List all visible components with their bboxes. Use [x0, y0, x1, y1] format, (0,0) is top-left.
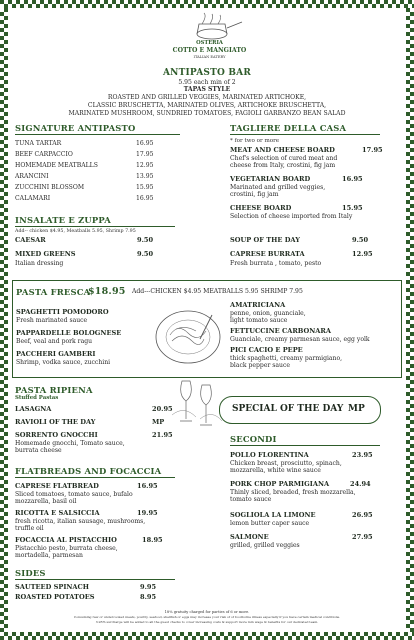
menu-item-price: 9.50	[352, 236, 369, 244]
menu-item-price: 21.95	[152, 431, 173, 439]
logo-line2: COTTO E MANGIATO	[172, 47, 247, 54]
menu-item-desc: lemon butter caper sauce	[230, 520, 310, 527]
menu-item-price: 23.95	[352, 451, 373, 459]
menu-item-price: 16.95	[136, 195, 154, 202]
menu-item-desc: light tomato sauce	[230, 317, 288, 324]
menu-item-price: 16.95	[137, 482, 158, 490]
menu-item-name: PAPPARDELLE BOLOGNESE	[16, 329, 122, 337]
section-divider	[15, 134, 180, 135]
logo-line3: ITALIAN EATERY	[193, 55, 226, 59]
menu-item-desc: Shrimp, vodka sauce, zucchini	[16, 359, 111, 366]
menu-item-name: FOCACCIA AL PISTACCHIO	[15, 536, 117, 544]
special-label: SPECIAL OF THE DAY	[232, 404, 344, 414]
menu-item-price: 19.95	[137, 509, 158, 517]
menu-item-desc: Marinated and grilled veggies,	[230, 184, 326, 191]
menu-item-price: 16.95	[136, 140, 154, 147]
footer-line: Consuming raw or undercooked meats, poultry, seafood, shellfish or eggs may increase your risk of of foodborne illness especially if you have certain medical conditions.	[73, 615, 341, 619]
menu-item-name: SPAGHETTI POMODORO	[16, 308, 109, 316]
insalate-addon: Add-- chicken $4.95, Meatballs 5.95, Shrimp 7.95	[15, 229, 136, 234]
menu-item-desc: penne, onion, guanciale,	[230, 310, 306, 317]
antipasto-bar-sub2: TAPAS STYLE	[183, 86, 231, 93]
menu-item-name: TUNA TARTAR	[15, 140, 62, 147]
menu-item-name: PICI CACIO E PEPE	[230, 346, 303, 354]
special-price: MP	[348, 404, 365, 414]
menu-item-desc: black pepper sauce	[230, 362, 290, 369]
menu-item-name: ARANCINI	[15, 173, 49, 180]
menu-item-price: 9.50	[137, 250, 154, 258]
menu-item-desc: mortadella, parmesan	[15, 552, 83, 559]
menu-item-desc: tomato sauce	[230, 496, 272, 503]
menu-item-price: 12.95	[352, 250, 373, 258]
menu-item-desc: Beef, veal and pork ragu	[16, 338, 93, 345]
section-divider	[15, 226, 175, 227]
menu-item-price: 24.94	[350, 480, 371, 488]
menu-item-name: BEEF CARPACCIO	[15, 151, 73, 158]
secondi-title: SECONDI	[230, 434, 277, 444]
menu-item-desc: Sliced tomatoes, tomato sauce, bufalo	[15, 491, 133, 498]
menu-item-name: CHEESE BOARD	[230, 204, 292, 212]
tagliere-note: * for two or more	[230, 138, 280, 144]
section-divider	[230, 445, 380, 446]
footer-line: 3.95% surcharge will be added to all the guest checks to cover increasing costs & support more min wage & benefits for our dedicated team.	[95, 620, 319, 624]
menu-item-price: MP	[152, 418, 165, 426]
wine-glasses-icon	[170, 375, 225, 435]
antipasto-bar-line: CLASSIC BRUSCHETTA, MARINATED OLIVES, ARTICHOKE BRUSCHETTA,	[87, 102, 327, 109]
menu-item-desc: mozzarella, basil oil	[15, 498, 77, 505]
antipasto-bar-sub1: 5.95 each min of 2	[178, 79, 236, 86]
insalate-title: INSALATE E ZUPPA	[15, 215, 111, 225]
menu-item-name: SOGLIOLA LA LIMONE	[230, 511, 316, 519]
menu-item-name: SOUP OF THE DAY	[230, 236, 300, 244]
menu-item-price: 9.50	[137, 236, 154, 244]
signature-title: SIGNATURE ANTIPASTO	[15, 123, 136, 133]
menu-item-name: CALAMARI	[15, 195, 51, 202]
menu-item-price: 9.95	[140, 583, 157, 591]
menu-item-desc: Homemade gnocchi, Tomato sauce,	[15, 440, 125, 447]
logo-line1: OSTERIA	[196, 40, 223, 46]
menu-item-name: SALMONE	[230, 533, 269, 541]
special-box	[219, 396, 381, 424]
menu-item-desc: Selection of cheese imported from Italy	[230, 213, 353, 220]
menu-item-name: RAVIOLI OF THE DAY	[15, 418, 96, 426]
menu-item-desc: crostini, fig jam	[230, 191, 279, 198]
menu-item-name: ROASTED POTATOES	[15, 593, 95, 601]
menu-item-name: CAPRESE FLATBREAD	[15, 482, 99, 490]
pasta-title: PASTA FRESCA	[16, 287, 91, 297]
menu-item-price: 15.95	[342, 204, 363, 212]
menu-item-name: CAPRESE BURRATA	[230, 250, 305, 258]
tagliere-title: TAGLIERE DELLA CASA	[230, 123, 347, 133]
menu-item-desc: burrata cheese	[15, 447, 62, 454]
menu-item-name: ZUCCHINI BLOSSOM	[15, 184, 85, 191]
menu-item-desc: Fresh marinated sauce	[16, 317, 88, 324]
menu-item-price: 20.95	[152, 405, 173, 413]
menu-item-desc: Chef's selection of cured meat and	[230, 155, 338, 162]
pot-logo-icon	[172, 12, 247, 42]
sides-title: SIDES	[15, 568, 46, 578]
menu-item-desc: Chicken breast, prosciutto, spinach,	[230, 460, 342, 467]
menu-page	[12, 10, 402, 630]
menu-item-price: 18.95	[142, 536, 163, 544]
menu-item-name: SAUTEED SPINACH	[15, 583, 90, 591]
menu-item-desc: fresh ricotta, italian sausage, mushrooms,	[15, 518, 146, 525]
menu-item-desc: truffle oil	[15, 525, 44, 532]
menu-item-name: VEGETARIAN BOARD	[230, 175, 311, 183]
footer-line: 18% gratuity charged for parties of 6 or more.	[164, 610, 250, 614]
menu-item-price: 16.95	[342, 175, 363, 183]
menu-item-name: PACCHERI GAMBERI	[16, 350, 96, 358]
menu-item-desc: mozzarella, white wine sauce	[230, 467, 321, 474]
menu-item-price: 8.95	[140, 593, 157, 601]
menu-item-desc: Pistacchio pesto, burrata cheese,	[15, 545, 118, 552]
menu-item-desc: grilled, grilled veggies	[230, 542, 300, 549]
ripiena-title: PASTA RIPIENA	[15, 385, 93, 395]
menu-item-desc: cheese from Italy, crostini, fig jam	[230, 162, 336, 169]
pasta-price: $18.95	[88, 286, 126, 297]
flatbreads-title: FLATBREADS AND FOCACCIA	[15, 466, 162, 476]
pasta-plate-icon	[152, 305, 224, 367]
menu-item-name: CAESAR	[15, 236, 46, 244]
menu-item-price: 15.95	[136, 184, 154, 191]
section-divider	[230, 134, 380, 135]
menu-item-desc: Fresh burrata , tomato, pesto	[230, 260, 322, 267]
section-divider	[15, 579, 175, 580]
menu-item-name: LASAGNA	[15, 405, 52, 413]
menu-item-price: 17.95	[362, 146, 383, 154]
menu-item-price: 17.95	[136, 151, 154, 158]
menu-item-desc: Guanciale, creamy parmesan sauce, egg yolk	[230, 336, 370, 343]
menu-item-name: SORRENTO GNOCCHI	[15, 431, 98, 439]
section-divider	[15, 477, 175, 478]
antipasto-bar-line: MARINATED MUSHROOM, SUNDRIED TOMATOES, FAGIOLI GARBANZO BEAN SALAD	[68, 110, 346, 117]
menu-item-name: POLLO FLORENTINA	[230, 451, 309, 459]
menu-item-name: RICOTTA E SALSICCIA	[15, 509, 100, 517]
menu-item-desc: thick spaghetti, creamy parmigiano,	[230, 355, 343, 362]
menu-item-name: PORK CHOP PARMIGIANA	[230, 480, 330, 488]
menu-item-price: 26.95	[352, 511, 373, 519]
menu-item-name: AMATRICIANA	[230, 301, 286, 309]
antipasto-bar-line: ROASTED AND GRILLED VEGGIES, MARINATED ARTICHOKE,	[107, 94, 307, 101]
menu-item-name: HOMEMADE MEATBALLS	[15, 162, 98, 169]
ripiena-sub: Stuffed Pastas	[15, 395, 59, 401]
logo	[172, 12, 247, 64]
menu-item-name: FETTUCCINE CARBONARA	[230, 327, 331, 335]
menu-item-desc: Italian dressing	[15, 260, 64, 267]
menu-item-name: MIXED GREENS	[15, 250, 76, 258]
pasta-addon: Add---CHICKEN $4.95 MEATBALLS 5.95 SHRIMP 7.95	[132, 288, 303, 295]
menu-item-price: 12.95	[136, 162, 154, 169]
menu-item-name: MEAT AND CHEESE BOARD	[230, 146, 335, 154]
antipasto-bar-title: ANTIPASTO BAR	[162, 68, 252, 78]
menu-item-price: 13.95	[136, 173, 154, 180]
menu-item-price: 27.95	[352, 533, 373, 541]
menu-item-desc: Thinly sliced, breaded, fresh mozzarella,	[230, 489, 356, 496]
